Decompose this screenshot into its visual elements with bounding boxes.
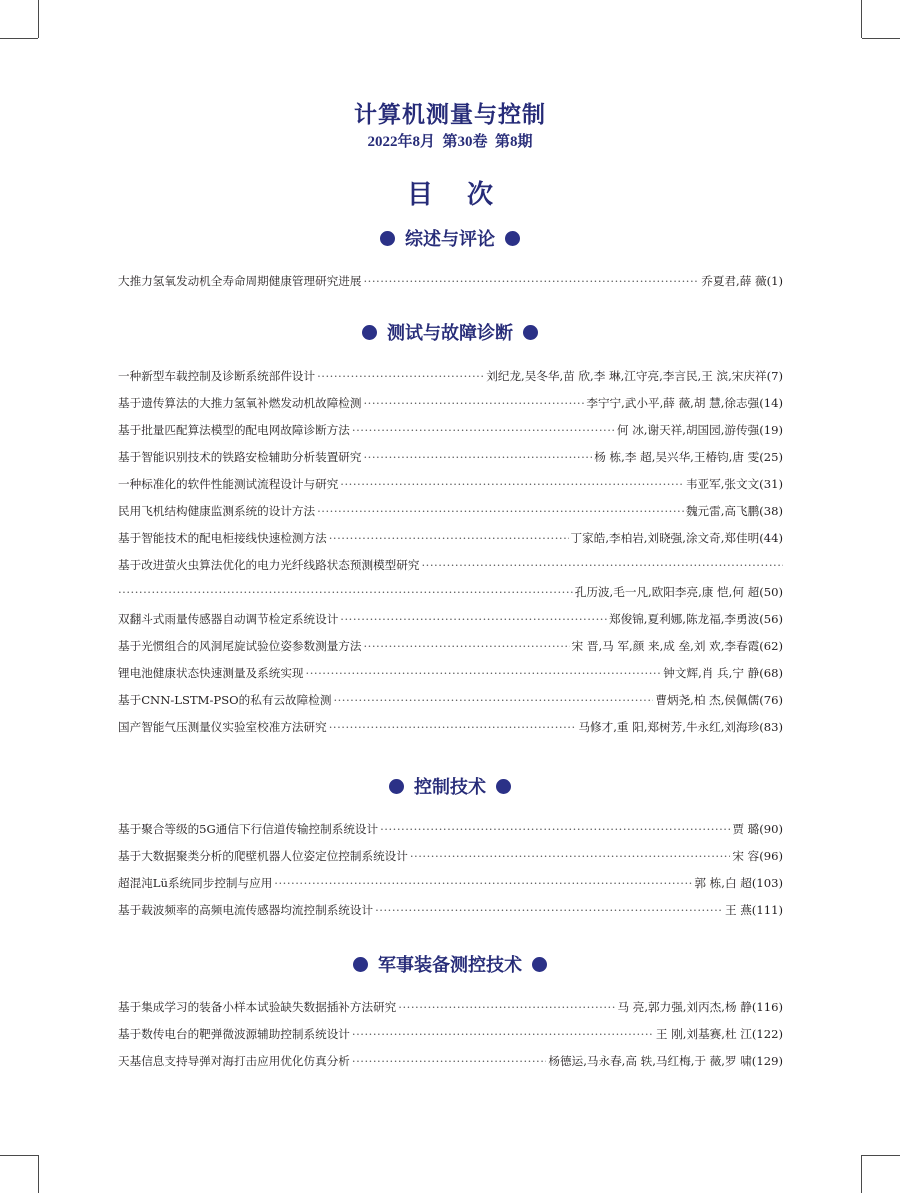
entry-authors: 韦亚军,张文文(31) bbox=[685, 477, 783, 491]
toc-entry[interactable] bbox=[118, 498, 783, 525]
dot-leader bbox=[329, 525, 569, 552]
toc-entry[interactable] bbox=[118, 687, 783, 714]
section-heading bbox=[0, 225, 900, 251]
toc-entry[interactable] bbox=[118, 994, 783, 1021]
dot-leader bbox=[317, 363, 484, 390]
entry-title: 基于改进萤火虫算法优化的电力光纤线路状态预测模型研究 bbox=[118, 558, 420, 572]
bullet-dot-icon bbox=[362, 325, 377, 340]
section-heading bbox=[0, 319, 900, 345]
entry-title: 天基信息支持导弹对海打击应用优化仿真分析 bbox=[118, 1054, 350, 1068]
dot-leader bbox=[363, 268, 699, 295]
toc-list bbox=[118, 268, 783, 295]
toc-entry-line-2[interactable] bbox=[118, 579, 783, 606]
entry-title: 一种新型车载控制及诊断系统部件设计 bbox=[118, 369, 316, 383]
journal-title: 计算机测量与控制 bbox=[354, 102, 546, 128]
section-title: 综述与评论 bbox=[405, 229, 495, 250]
entry-title: 基于批量匹配算法模型的配电网故障诊断方法 bbox=[118, 423, 350, 437]
entry-authors: 李宁宁,武小平,薛 薇,胡 慧,徐志强(14) bbox=[586, 396, 783, 410]
crop-mark-bottom-left-v bbox=[38, 1155, 39, 1193]
toc-entry[interactable] bbox=[118, 714, 783, 741]
toc-title bbox=[0, 174, 900, 211]
toc-entry[interactable] bbox=[118, 660, 783, 687]
entry-authors: 丁家皓,李柏岩,刘晓强,涂文奇,郑佳明(44) bbox=[570, 531, 783, 545]
entry-authors: 贾 璐(90) bbox=[732, 822, 783, 836]
entry-authors: 孔历波,毛一凡,欧阳李亮,康 恺,何 超(50) bbox=[574, 585, 783, 599]
bullet-dot-icon bbox=[353, 957, 368, 972]
entry-authors: 郑俊锦,夏利娜,陈龙福,李勇波(56) bbox=[609, 612, 783, 626]
entry-authors: 马修才,重 阳,郑树芳,牛永红,刘海珍(83) bbox=[578, 720, 783, 734]
entry-title: 基于遗传算法的大推力氢氧补燃发动机故障检测 bbox=[118, 396, 362, 410]
dot-leader bbox=[352, 417, 615, 444]
bullet-dot-icon bbox=[380, 231, 395, 246]
entry-title: 超混沌Lü系统同步控制与应用 bbox=[118, 876, 273, 890]
issue-info: 2022年8月 第30卷 第8期 bbox=[367, 134, 533, 150]
toc-entry[interactable] bbox=[118, 843, 783, 870]
toc-list bbox=[118, 363, 783, 741]
entry-authors: 乔夏君,薛 薇(1) bbox=[701, 274, 783, 288]
dot-leader bbox=[421, 552, 783, 579]
crop-mark-top-right-h bbox=[862, 38, 900, 39]
entry-title: 双翻斗式雨量传感器自动调节检定系统设计 bbox=[118, 612, 339, 626]
toc-entry[interactable] bbox=[118, 870, 783, 897]
toc-entry[interactable] bbox=[118, 417, 783, 444]
dot-leader bbox=[306, 660, 662, 687]
entry-title: 基于集成学习的装备小样本试验缺失数据插补方法研究 bbox=[118, 1000, 397, 1014]
dot-leader bbox=[410, 843, 730, 870]
bullet-dot-icon bbox=[389, 779, 404, 794]
dot-leader bbox=[363, 444, 592, 471]
section-title: 测试与故障诊断 bbox=[387, 323, 513, 344]
dot-leader bbox=[274, 870, 692, 897]
crop-mark-top-right-v bbox=[861, 0, 862, 38]
dot-leader bbox=[363, 390, 584, 417]
entry-authors: 刘纪龙,吴冬华,苗 欣,李 琳,江守亮,李言民,王 滨,宋庆祥(7) bbox=[486, 369, 783, 383]
entry-title: 基于载波频率的高频电流传感器均流控制系统设计 bbox=[118, 903, 374, 917]
crop-mark-bottom-right-h bbox=[862, 1155, 900, 1156]
bullet-dot-icon bbox=[523, 325, 538, 340]
entry-authors: 王 燕(111) bbox=[724, 903, 783, 917]
dot-leader bbox=[340, 606, 607, 633]
dot-leader bbox=[317, 498, 684, 525]
dot-leader bbox=[352, 1021, 654, 1048]
crop-mark-top-left-v bbox=[38, 0, 39, 38]
entry-authors: 杨 栋,李 超,吴兴华,王椿钧,唐 雯(25) bbox=[594, 450, 783, 464]
section-title: 军事装备测控技术 bbox=[378, 955, 522, 976]
entry-title: 国产智能气压测量仪实验室校准方法研究 bbox=[118, 720, 327, 734]
entry-title: 大推力氢氧发动机全寿命周期健康管理研究进展 bbox=[118, 274, 362, 288]
dot-leader bbox=[380, 816, 730, 843]
dot-leader bbox=[352, 1048, 547, 1075]
dot-leader bbox=[375, 897, 723, 924]
toc-entry[interactable] bbox=[118, 444, 783, 471]
crop-mark-top-left-h bbox=[0, 38, 38, 39]
section-heading bbox=[0, 773, 900, 799]
toc-entry[interactable] bbox=[118, 525, 783, 552]
toc-entry[interactable] bbox=[118, 1021, 783, 1048]
section-title: 控制技术 bbox=[414, 777, 486, 798]
entry-title: 基于智能识别技术的铁路安检辅助分析装置研究 bbox=[118, 450, 362, 464]
toc-entry[interactable] bbox=[118, 816, 783, 843]
section-heading bbox=[0, 951, 900, 977]
entry-authors: 王 刚,刘基赛,杜 江(122) bbox=[655, 1027, 783, 1041]
entry-authors: 曹炳尧,柏 杰,侯佩儒(76) bbox=[655, 693, 783, 707]
entry-authors: 杨德运,马永春,高 轶,马红梅,于 薇,罗 啸(129) bbox=[548, 1054, 783, 1068]
toc-entry[interactable] bbox=[118, 633, 783, 660]
entry-title: 基于聚合等级的5G通信下行信道传输控制系统设计 bbox=[118, 822, 379, 836]
entry-title: 一种标准化的软件性能测试流程设计与研究 bbox=[118, 477, 339, 491]
bullet-dot-icon bbox=[532, 957, 547, 972]
toc-list bbox=[118, 816, 783, 924]
entry-authors: 宋 晋,马 军,颜 来,成 垒,刘 欢,李春霞(62) bbox=[571, 639, 783, 653]
entry-title: 民用飞机结构健康监测系统的设计方法 bbox=[118, 504, 316, 518]
toc-entry[interactable] bbox=[118, 606, 783, 633]
entry-title: 基于数传电台的靶弹微波源辅助控制系统设计 bbox=[118, 1027, 350, 1041]
bullet-dot-icon bbox=[496, 779, 511, 794]
bullet-dot-icon bbox=[505, 231, 520, 246]
entry-authors: 马 亮,郭力强,刘丙杰,杨 静(116) bbox=[617, 1000, 783, 1014]
entry-title: 基于CNN-LSTM-PSO的私有云故障检测 bbox=[118, 693, 332, 707]
dot-leader bbox=[333, 687, 653, 714]
toc-entry[interactable] bbox=[118, 268, 783, 295]
dot-leader bbox=[398, 994, 615, 1021]
entry-authors: 郭 栋,白 超(103) bbox=[694, 876, 783, 890]
toc-entry[interactable] bbox=[118, 390, 783, 417]
entry-title: 基于智能技术的配电柜接线快速检测方法 bbox=[118, 531, 327, 545]
entry-authors: 何 冰,谢天祥,胡国园,游传强(19) bbox=[616, 423, 783, 437]
toc-entry-line-1[interactable] bbox=[118, 552, 783, 579]
toc-title-char-2: 次 bbox=[467, 180, 494, 210]
crop-mark-bottom-right-v bbox=[861, 1155, 862, 1193]
dot-leader bbox=[118, 579, 573, 606]
toc-entry[interactable] bbox=[118, 897, 783, 924]
entry-title: 基于大数据聚类分析的爬壁机器人位姿定位控制系统设计 bbox=[118, 849, 408, 863]
dot-leader bbox=[329, 714, 577, 741]
toc-list bbox=[118, 994, 783, 1075]
toc-entry[interactable] bbox=[118, 471, 783, 498]
toc-entry[interactable] bbox=[118, 363, 783, 390]
entry-authors: 魏元雷,高飞鹏(38) bbox=[685, 504, 783, 518]
entry-title: 锂电池健康状态快速测量及系统实现 bbox=[118, 666, 304, 680]
toc-title-char-1: 目 bbox=[406, 180, 433, 210]
crop-mark-bottom-left-h bbox=[0, 1155, 38, 1156]
entry-title: 基于光惯组合的风洞尾旋试验位姿参数测量方法 bbox=[118, 639, 362, 653]
toc-entry[interactable] bbox=[118, 1048, 783, 1075]
entry-authors: 钟文辉,肖 兵,宁 静(68) bbox=[663, 666, 783, 680]
dot-leader bbox=[363, 633, 569, 660]
entry-authors: 宋 容(96) bbox=[732, 849, 783, 863]
dot-leader bbox=[340, 471, 684, 498]
